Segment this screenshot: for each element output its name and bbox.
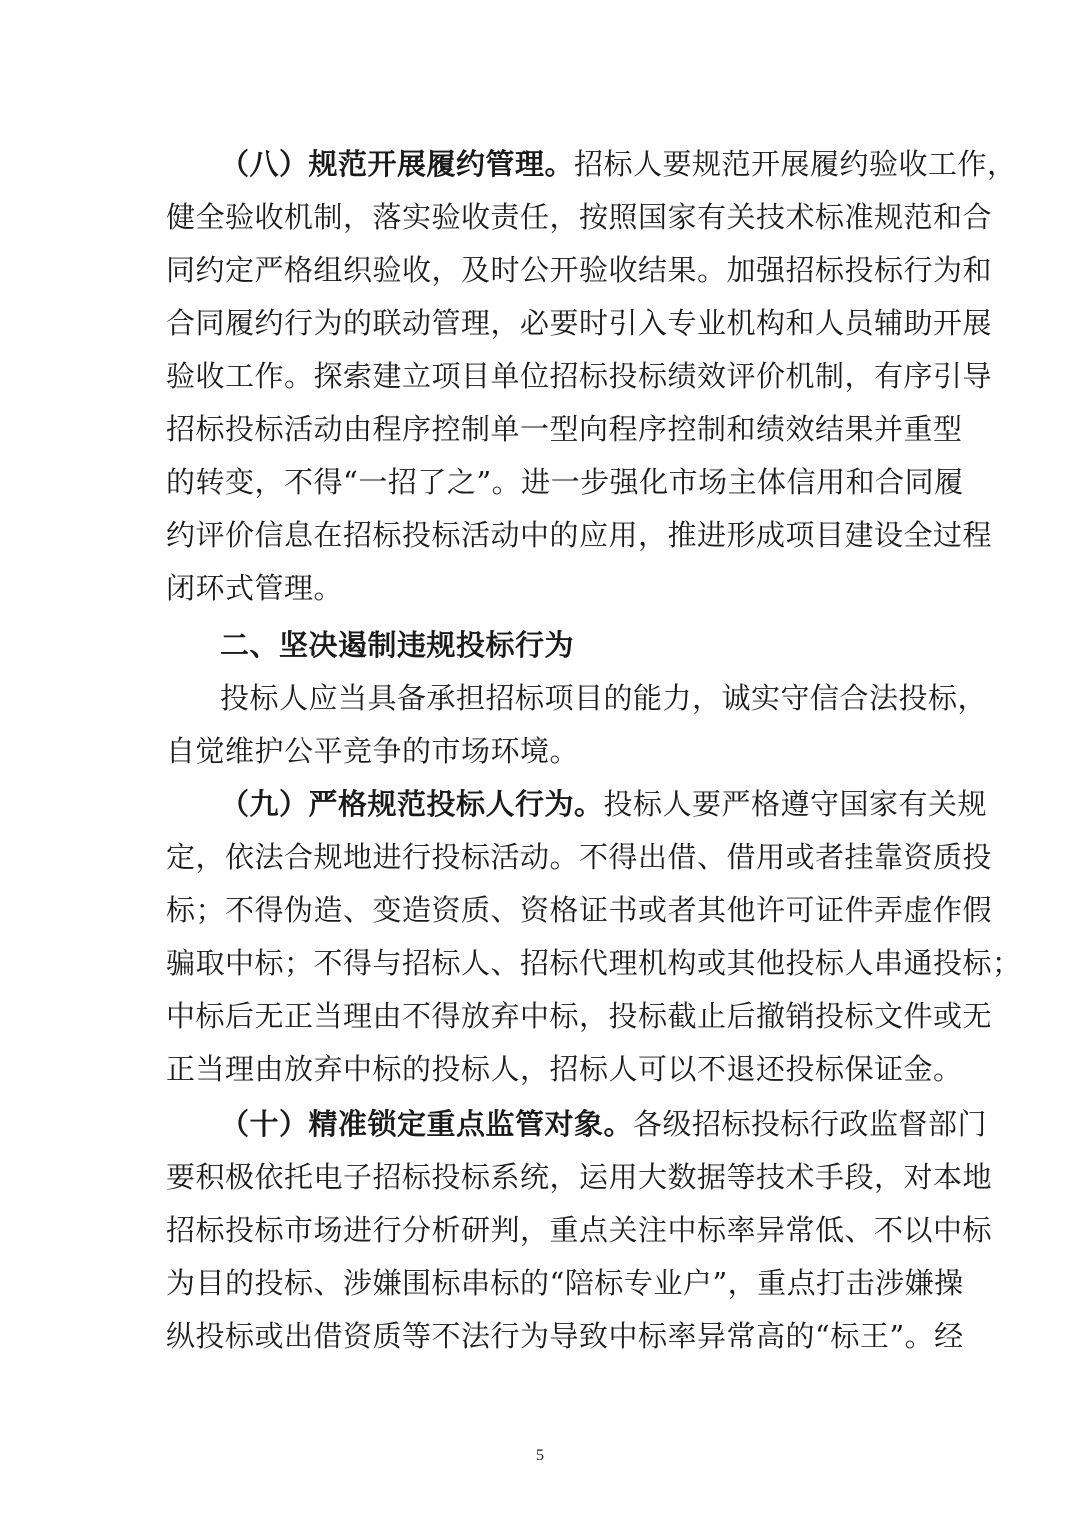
- paragraph-line: 招标投标市场进行分析研判，重点关注中标率异常低、不以中标: [166, 1213, 993, 1247]
- clause-text: 各级招标投标行政监督部门: [633, 1107, 988, 1141]
- paragraph-line: [220, 144, 1017, 184]
- clause-title: （九）严格规范投标人行为。: [220, 787, 604, 821]
- section-heading: 二、坚决遏制违规投标行为: [220, 628, 575, 662]
- paragraph-line: 要积极依托电子招标投标系统，运用大数据等技术手段，对本地: [166, 1160, 993, 1194]
- paragraph-line: [220, 1104, 988, 1144]
- paragraph-line: [220, 784, 988, 824]
- clause-text: 招标人要规范开展履约验收工作，: [574, 147, 1017, 181]
- paragraph-line: 健全验收机制，落实验收责任，按照国家有关技术标准规范和合: [166, 200, 993, 234]
- clause-text: 投标人要严格遵守国家有关规: [603, 787, 988, 821]
- paragraph-line: 自觉维护公平竞争的市场环境。: [166, 734, 580, 768]
- paragraph-line: 纵投标或出借资质等不法行为导致中标率异常高的“标王”。经: [166, 1319, 964, 1353]
- paragraph-line: 招标投标活动由程序控制单一型向程序控制和绩效结果并重型: [166, 412, 963, 446]
- paragraph-line: 合同履约行为的联动管理，必要时引入专业机构和人员辅助开展: [166, 306, 993, 340]
- paragraph-line: 定，依法合规地进行投标活动。不得出借、借用或者挂靠资质投: [166, 840, 993, 874]
- paragraph-line: 为目的投标、涉嫌围标串标的“陪标专业户”，重点打击涉嫌操: [166, 1266, 964, 1300]
- paragraph-line: 骗取中标；不得与招标人、招标代理机构或其他投标人串通投标；: [166, 946, 1022, 980]
- paragraph-line: 约评价信息在招标投标活动中的应用，推进形成项目建设全过程: [166, 518, 993, 552]
- clause-title: （十）精准锁定重点监管对象。: [220, 1107, 634, 1141]
- paragraph-line: 的转变，不得“一招了之”。进一步强化市场主体信用和合同履: [166, 465, 964, 499]
- paragraph-line: 验收工作。探索建立项目单位招标投标绩效评价机制，有序引导: [166, 359, 993, 393]
- paragraph-line: 正当理由放弃中标的投标人，招标人可以不退还投标保证金。: [166, 1052, 963, 1086]
- paragraph-line: 标；不得伪造、变造资质、资格证书或者其他许可证件弄虚作假: [166, 893, 993, 927]
- paragraph-line: 同约定严格组织验收，及时公开验收结果。加强招标投标行为和: [166, 253, 993, 287]
- paragraph-line: 投标人应当具备承担招标项目的能力，诚实守信合法投标，: [220, 681, 988, 715]
- clause-title: （八）规范开展履约管理。: [220, 147, 575, 181]
- paragraph-line: 中标后无正当理由不得放弃中标，投标截止后撤销投标文件或无: [166, 999, 993, 1033]
- page-number: 5: [536, 1447, 544, 1464]
- paragraph-line: 闭环式管理。: [166, 571, 344, 605]
